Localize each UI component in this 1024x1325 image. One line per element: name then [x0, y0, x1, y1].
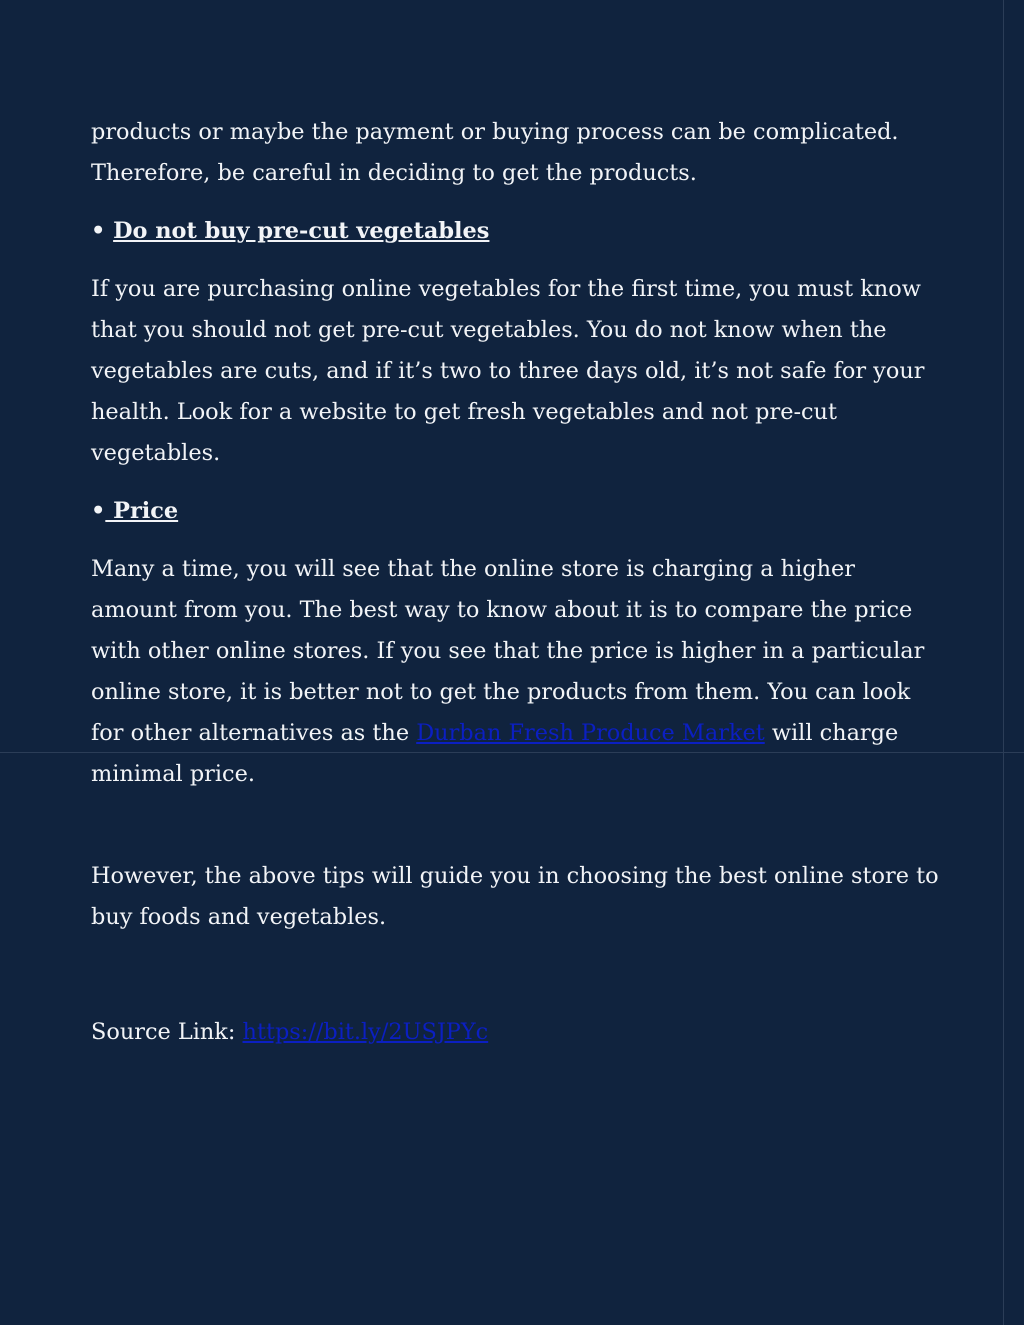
source-line: [91, 1012, 941, 1053]
document-content: [91, 112, 941, 1070]
source-link[interactable]: https://bit.ly/2USJPYc: [242, 1019, 489, 1045]
section-title-precut: Do not buy pre-cut vegetables: [113, 218, 490, 244]
durban-market-link[interactable]: Durban Fresh Produce Market: [416, 720, 765, 746]
source-label: Source Link:: [91, 1019, 243, 1045]
conclusion-paragraph: However, the above tips will guide you in choosing the best online store to buy foods and vegetables.: [91, 863, 939, 930]
bullet: •: [91, 218, 106, 244]
page-edge-divider: [1003, 0, 1004, 1325]
precut-paragraph: If you are purchasing online vegetables for the first time, you must know that you should not get pre-cut vegetables. You do not know when the vegetables are cuts, and if it’s two to three days old, it’s not safe for your health. Look for a website to get fresh vegetables and not pre-cut vegetables.: [91, 276, 925, 466]
section-heading-precut: [91, 211, 941, 252]
price-paragraph: [91, 549, 941, 795]
section-title-price: Price: [105, 498, 179, 524]
price-text-before-link: Many a time, you will see that the online store is charging a higher amount from you. The best way to know about it is to compare the price with other online stores. If you see that the price is higher in a particular online store, it is better not to get the products from them. You can look for other alternatives as the: [91, 556, 925, 746]
bullet: •: [91, 498, 106, 524]
section-heading-price: [91, 491, 941, 532]
price-text-after-link: will charge minimal price.: [91, 720, 899, 787]
intro-paragraph: products or maybe the payment or buying process can be complicated. Therefore, be careful in deciding to get the products.: [91, 119, 899, 186]
